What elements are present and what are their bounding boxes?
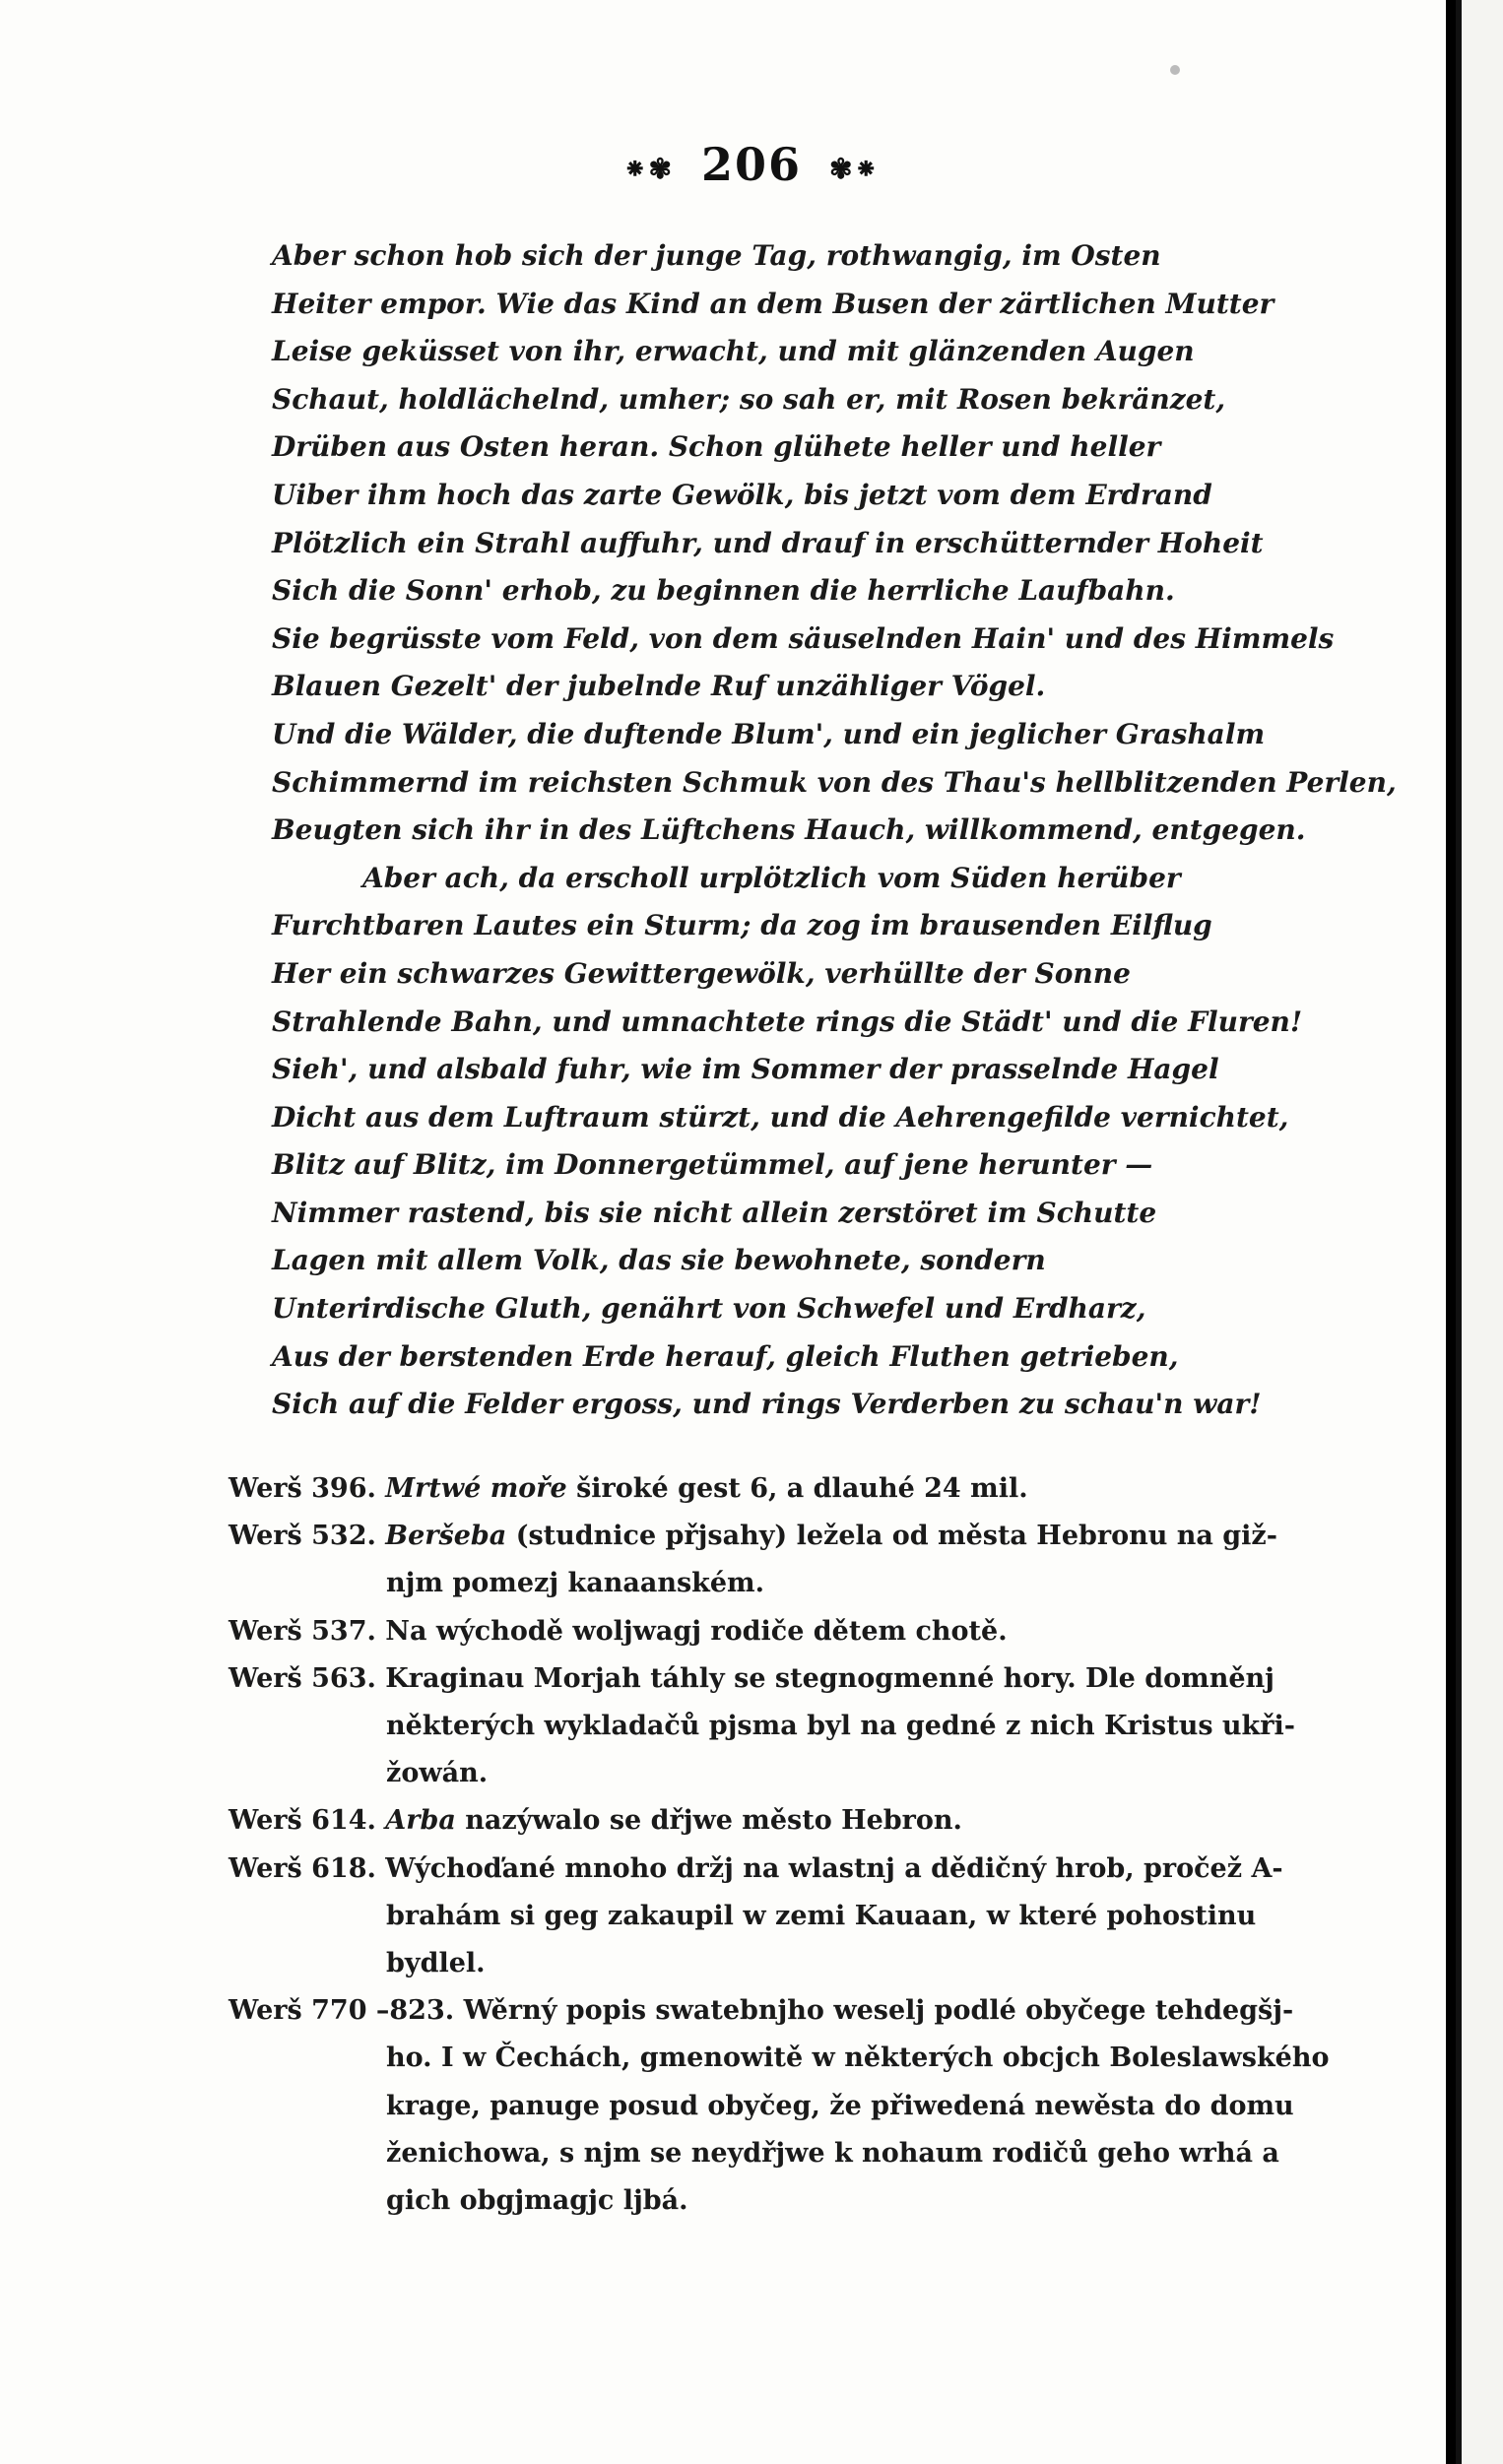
poem-line: Aber schon hob sich der junge Tag, rothwangig, im Osten	[272, 239, 1161, 272]
footnote	[229, 1465, 1371, 1513]
poem-line: Sieh', und alsbald fuhr, wie im Sommer der prasselnde Hagel	[272, 1053, 1219, 1086]
footnote-label: Werš 532.	[229, 1521, 376, 1552]
footnote-label: Werš 770 –823.	[229, 1995, 455, 2027]
footnote-text: gich obgjmagjc ljbá.	[386, 2185, 688, 2217]
poem-line: Her ein schwarzes Gewittergewölk, verhüllte der Sonne	[272, 956, 1131, 990]
footnote	[229, 1513, 1371, 1607]
poem-line: Aus der berstenden Erde herauf, gleich Fluthen getrieben,	[272, 1339, 1179, 1373]
poem-line: Blitz auf Blitz, im Donnergetümmel, auf jene herunter —	[272, 1148, 1153, 1182]
footnote	[229, 1797, 1371, 1845]
footnote-text: Kraginau Morjah táhly se stegnogmenné hory. Dle domněnj	[385, 1662, 1274, 1694]
footnote-text: krage, panuge posud obyčeg, že přiwedená newěsta do domu	[386, 2090, 1294, 2121]
poem-line: Aber ach, da erscholl urplötzlich vom Süden herüber	[362, 861, 1181, 894]
poem-line: Beugten sich ihr in des Lüftchens Hauch, willkommend, entgegen.	[272, 813, 1306, 847]
poem-line: Schaut, holdlächelnd, umher; so sah er, mit Rosen bekränzet,	[272, 382, 1226, 416]
adjacent-page-edge	[1456, 0, 1503, 2464]
poem-line: Unterirdische Gluth, genährt von Schwefel und Erdharz,	[272, 1292, 1146, 1326]
poem-line: Heiter empor. Wie das Kind an dem Busen der zärtlichen Mutter	[272, 287, 1274, 320]
footnote-label: Werš 618.	[229, 1852, 376, 1884]
footnote-text: nazýwalo se dřjwe město Hebron.	[465, 1805, 962, 1837]
footnote-text: některých wykladačů pjsma byl na gedné z nich Kristus ukři-	[386, 1711, 1295, 1742]
poem-line: Uiber ihm hoch das zarte Gewölk, bis jetzt vom dem Erdrand	[272, 478, 1212, 511]
poem-line: Furchtbaren Lautes ein Sturm; da zog im brausenden Eilflug	[272, 909, 1212, 942]
poem-text	[272, 232, 1397, 1429]
poem-line: Strahlende Bahn, und umnachtete rings die Städt' und die Fluren!	[272, 1005, 1303, 1038]
footnote-text: ženichowa, s njm se neydřjwe k nohaum rodičů geho wrhá a	[386, 2137, 1279, 2169]
ornament-right-icon: ✾⁕	[829, 152, 880, 185]
page-header	[0, 138, 1446, 191]
footnote	[229, 1846, 1371, 1988]
poem-line: Und die Wälder, die duftende Blum', und ein jeglicher Grashalm	[272, 717, 1266, 750]
poem-line: Nimmer rastend, bis sie nicht allein zerstöret im Schutte	[272, 1196, 1157, 1229]
footnote-text: njm pomezj kanaanském.	[386, 1568, 765, 1599]
footnote-label: Werš 537.	[229, 1615, 376, 1647]
footnote-label: Werš 614.	[229, 1805, 376, 1837]
poem-line: Blauen Gezelt' der jubelnde Ruf unzähliger Vögel.	[272, 670, 1046, 703]
footnote-text: široké gest 6, a dlauhé 24 mil.	[576, 1473, 1028, 1504]
footnote-label: Werš 396.	[229, 1473, 376, 1504]
footnote-label: Werš 563.	[229, 1662, 376, 1694]
poem-line: Schimmernd im reichsten Schmuk von des Thau's hellblitzenden Perlen,	[272, 765, 1397, 799]
poem-line: Leise geküsset von ihr, erwacht, und mit glänzenden Augen	[272, 335, 1195, 368]
footnote-term: Mrtwé moře	[385, 1473, 567, 1504]
ornament-left-icon: ⁕✾	[623, 152, 674, 185]
footnote-text: Wýchoďané mnoho držj na wlastnj a dědičný hrob, pročež A-	[385, 1852, 1283, 1884]
footnote-term: Arba	[385, 1805, 456, 1837]
footnote	[229, 1655, 1371, 1798]
footnote-term: Beršeba	[385, 1521, 507, 1552]
footnotes	[229, 1465, 1371, 2225]
footnote	[229, 1987, 1371, 2225]
poem-line: Sich die Sonn' erhob, zu beginnen die herrliche Laufbahn.	[272, 574, 1175, 608]
paper-speck	[1170, 65, 1180, 75]
footnote-text: brahám si geg zakaupil w zemi Kauaan, w které pohostinu	[386, 1900, 1257, 1931]
footnote-text: žowán.	[386, 1758, 489, 1789]
poem-line: Lagen mit allem Volk, das sie bewohnete, sondern	[272, 1244, 1046, 1277]
footnote-text: Na wýchodě woljwagj rodiče dětem chotě.	[385, 1615, 1008, 1647]
footnote-text: bydlel.	[386, 1948, 486, 1979]
footnote-text: Wěrný popis swatebnjho weselj podlé obyčege tehdegšj-	[463, 1995, 1294, 2027]
poem-line: Drüben aus Osten heran. Schon glühete heller und heller	[272, 430, 1161, 464]
page-number: 206	[700, 138, 803, 191]
footnote-text: (studnice přjsahy) ležela od města Hebronu na giž-	[515, 1521, 1277, 1552]
footnote	[229, 1608, 1371, 1655]
poem-line: Sich auf die Felder ergoss, und rings Verderben zu schau'n war!	[272, 1388, 1262, 1421]
poem-line: Sie begrüsste vom Feld, von dem säuselnden Hain' und des Himmels	[272, 621, 1335, 655]
footnote-text: ho. I w Čechách, gmenowitě w některých obcjch Boleslawského	[386, 2043, 1330, 2074]
poem-line: Plötzlich ein Strahl auffuhr, und drauf in erschütternder Hoheit	[272, 526, 1264, 559]
poem-line: Dicht aus dem Luftraum stürzt, und die Aehrengefilde vernichtet,	[272, 1100, 1289, 1134]
